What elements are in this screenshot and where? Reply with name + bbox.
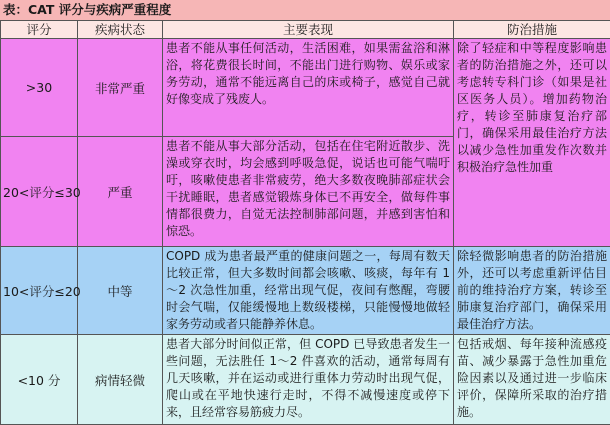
score-cell: >30: [1, 39, 78, 137]
header-score: 评分: [1, 21, 78, 39]
status-cell: 非常严重: [78, 39, 163, 137]
cat-severity-table: [0, 20, 610, 425]
table-row: [1, 335, 610, 425]
measures-cell: 除轻微影响患者的防治措施外，还可以考虑重新评估目前的维持治疗方案，转诊至肺康复治疗部门，确保采用最佳治疗方法。: [454, 247, 610, 335]
manifestation-cell: 患者大部分时间似正常，但 COPD 已导致患者发生一些问题，无法胜任 1～2 件喜欢的活动，通常每周有几天咳嗽，并在运动或进行重体力劳动时出现气促，爬山或在平地快速行走时，不得不减慢速度或停下来，且经常容易筋疲力尽。: [163, 335, 454, 425]
score-cell: 10<评分≤20: [1, 247, 78, 335]
manifestation-cell: COPD 成为患者最严重的健康问题之一，每周有数天比较正常，但大多数时间都会咳嗽、咳痰，每年有 1～2 次急性加重，经常出现气促，夜间有憋醒，弯腰时会气喘，仅能缓慢地上数级楼梯，只能慢慢地做轻家务劳动或者只能静养休息。: [163, 247, 454, 335]
table-row: [1, 247, 610, 335]
status-cell: 严重: [78, 137, 163, 247]
manifestation-cell: 患者不能从事大部分活动，包括在住宅附近散步、洗澡或穿衣时，均会感到呼吸急促，说话也可能气喘吁吁，咳嗽使患者非常疲劳，绝大多数夜晚肺部症状会干扰睡眠，患者感觉锻炼身体已不再安全，做每件事情都很费力，自觉无法控制肺部问题，并感到害怕和惊恐。: [163, 137, 454, 247]
measures-cell: 除了轻症和中等程度影响患者的防治措施之外，还可以考虑转专科门诊（如果是社区医务人员）。增加药物治疗，转诊至肺康复治疗部门，确保采用最佳治疗方法以减少急性加重发作次数并积极治疗急性加重: [454, 39, 610, 247]
status-cell: 病情轻微: [78, 335, 163, 425]
table-caption: 表：CAT 评分与疾病严重程度: [0, 0, 610, 20]
table-row: [1, 39, 610, 137]
table-header-row: [1, 21, 610, 39]
header-manifestation: 主要表现: [163, 21, 454, 39]
measures-cell: 包括戒烟、每年接种流感疫苗、减少暴露于急性加重危险因素以及通过进一步临床评价，保障所采取的治疗措施。: [454, 335, 610, 425]
status-cell: 中等: [78, 247, 163, 335]
score-cell: <10 分: [1, 335, 78, 425]
score-cell: 20<评分≤30: [1, 137, 78, 247]
header-status: 疾病状态: [78, 21, 163, 39]
header-measures: 防治措施: [454, 21, 610, 39]
manifestation-cell: 患者不能从事任何活动，生活困难，如果需盆浴和淋浴，将花费很长时间，不能出门进行购物、娱乐或家务劳动，通常不能远离自己的床或椅子，感觉自己就好像变成了残废人。: [163, 39, 454, 137]
